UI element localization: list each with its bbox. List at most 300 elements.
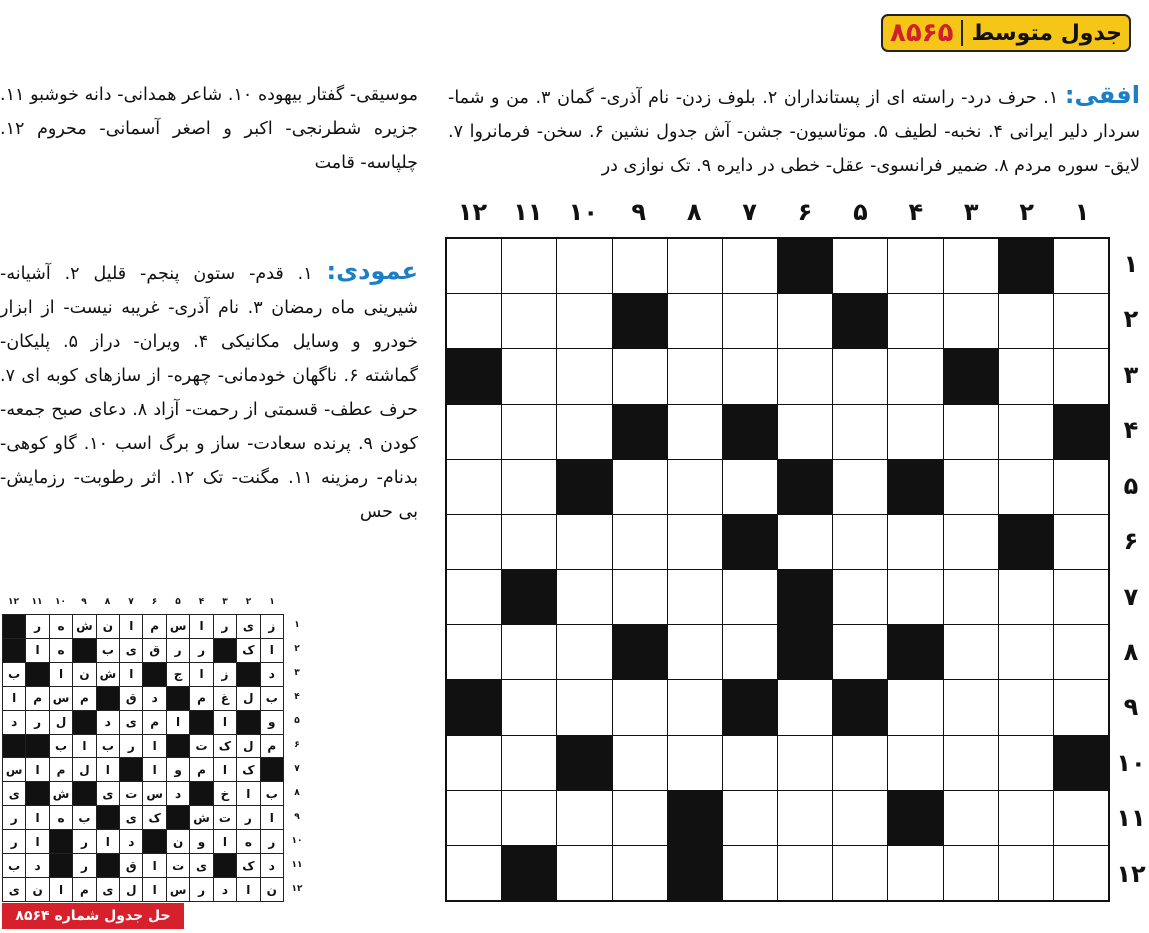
grid-cell[interactable]: [723, 736, 777, 790]
grid-cell[interactable]: [613, 460, 667, 514]
grid-cell[interactable]: [888, 349, 942, 403]
grid-cell[interactable]: [778, 515, 832, 569]
solution-letter: ا: [261, 639, 283, 662]
solution-letter: ا: [26, 758, 48, 781]
grid-cell[interactable]: [1054, 515, 1108, 569]
solution-black-cell: [214, 854, 236, 877]
grid-cell[interactable]: [447, 460, 501, 514]
black-cell: [778, 570, 832, 624]
solution-black-cell: [50, 854, 72, 877]
grid-cell[interactable]: [944, 736, 998, 790]
grid-cell[interactable]: [1054, 570, 1108, 624]
grid-cell[interactable]: [613, 239, 667, 293]
solution-letter: ن: [73, 663, 95, 686]
grid-cell[interactable]: [944, 846, 998, 900]
black-cell: [944, 349, 998, 403]
grid-cell[interactable]: [888, 515, 942, 569]
solution-letter: ت: [214, 806, 236, 829]
solution-letter: م: [190, 758, 212, 781]
grid-cell[interactable]: [944, 460, 998, 514]
vertical-clues-text: ۱. قدم- ستون پنجم- قلیل ۲. آشیانه- شیرینی ماه رمضان ۳. نام آذری- غریبه نیست- از ابزار خودرو و وسایل مکانیکی ۴. ویران- دراز ۵. پلیکان- گماشته ۶. ناگهان خودمانی- چهره- از سازهای کوبه ای ۷. حرف عطف- قسمتی از رحمت- آزاد ۸. دعای صبح جمعه- کودن ۹. پرنده سعادت- ساز و برگ اسب ۱۰. گاو کوهی- بدنام- رمزینه ۱۱. مگنت- تک ۱۲. اثر رطوبت- رزمایش- بی حس: [0, 264, 418, 522]
solution-black-cell: [3, 639, 25, 662]
solution-letter: ی: [3, 782, 25, 805]
grid-cell[interactable]: [613, 791, 667, 845]
grid-cell[interactable]: [888, 239, 942, 293]
black-cell: [888, 460, 942, 514]
solution-letter: م: [143, 615, 165, 638]
solution-black-cell: [26, 735, 48, 758]
grid-cell[interactable]: [888, 405, 942, 459]
grid-cell[interactable]: [723, 294, 777, 348]
grid-cell[interactable]: [999, 736, 1053, 790]
solution-black-cell: [167, 735, 189, 758]
column-number: ۶: [797, 198, 813, 226]
solution-letter: ر: [190, 878, 212, 901]
solution-letter: ر: [73, 854, 95, 877]
row-number: ۲: [1123, 305, 1139, 334]
black-cell: [502, 570, 556, 624]
grid-cell[interactable]: [833, 239, 887, 293]
black-cell: [447, 680, 501, 734]
grid-cell[interactable]: [999, 294, 1053, 348]
grid-cell[interactable]: [944, 570, 998, 624]
solution-row-number: ۱۱: [291, 860, 303, 870]
grid-cell[interactable]: [668, 570, 722, 624]
solution-letter: ا: [26, 830, 48, 853]
solution-column-number: ۸: [104, 597, 111, 607]
grid-cell[interactable]: [502, 791, 556, 845]
solution-letter: ا: [3, 687, 25, 710]
solution-letter: ا: [214, 758, 236, 781]
grid-cell[interactable]: [833, 736, 887, 790]
grid-cell[interactable]: [778, 294, 832, 348]
solution-black-cell: [167, 687, 189, 710]
grid-cell[interactable]: [833, 460, 887, 514]
grid-cell[interactable]: [888, 736, 942, 790]
solution-letter: س: [167, 878, 189, 901]
grid-cell[interactable]: [944, 791, 998, 845]
grid-cell[interactable]: [944, 239, 998, 293]
solution-letter: ا: [26, 639, 48, 662]
solution-column-number: ۱۰: [55, 597, 66, 607]
black-cell: [723, 405, 777, 459]
black-cell: [999, 239, 1053, 293]
solution-letter: ق: [143, 639, 165, 662]
grid-cell[interactable]: [1054, 846, 1108, 900]
solution-letter: د: [261, 854, 283, 877]
grid-cell[interactable]: [557, 625, 611, 679]
grid-cell[interactable]: [502, 349, 556, 403]
grid-cell[interactable]: [447, 405, 501, 459]
solution-black-cell: [261, 758, 283, 781]
solution-letter: ی: [3, 878, 25, 901]
solution-letter: ز: [214, 663, 236, 686]
grid-cell[interactable]: [557, 515, 611, 569]
column-number: ۴: [908, 198, 924, 226]
black-cell: [723, 680, 777, 734]
grid-cell[interactable]: [668, 460, 722, 514]
solution-black-cell: [73, 639, 95, 662]
solution-letter: ز: [261, 615, 283, 638]
solution-letter: ل: [73, 758, 95, 781]
grid-cell[interactable]: [1054, 294, 1108, 348]
black-cell: [833, 294, 887, 348]
grid-cell[interactable]: [557, 791, 611, 845]
column-number: ۱۰: [568, 198, 598, 226]
solution-letter: م: [143, 711, 165, 734]
solution-letter: ا: [50, 878, 72, 901]
row-number: ۳: [1123, 360, 1139, 389]
solution-row-number: ۴: [294, 692, 300, 702]
solution-letter: م: [26, 687, 48, 710]
solution-letter: ل: [120, 878, 142, 901]
grid-cell[interactable]: [447, 570, 501, 624]
solution-letter: ن: [167, 830, 189, 853]
grid-cell[interactable]: [999, 625, 1053, 679]
grid-cell[interactable]: [888, 846, 942, 900]
row-number: ۷: [1123, 582, 1139, 611]
grid-cell[interactable]: [833, 515, 887, 569]
solution-black-cell: [190, 711, 212, 734]
solution-black-cell: [26, 663, 48, 686]
grid-cell[interactable]: [447, 294, 501, 348]
grid-cell[interactable]: [778, 791, 832, 845]
grid-cell[interactable]: [447, 515, 501, 569]
black-cell: [613, 405, 667, 459]
solution-letter: ر: [214, 615, 236, 638]
column-number: ۳: [963, 198, 979, 226]
solution-letter: ن: [26, 878, 48, 901]
solution-letter: د: [214, 878, 236, 901]
horizontal-clues-text-continued: موسیقی- گفتار بیهوده ۱۰. شاعر همدانی- دانه خوشبو ۱۱. جزیره شطرنجی- اکبر و اصغر آسمانی- محروم ۱۲. چلپاسه- قامت: [0, 85, 418, 173]
black-cell: [1054, 736, 1108, 790]
column-number: ۲: [1019, 198, 1034, 226]
grid-cell[interactable]: [502, 239, 556, 293]
grid-cell[interactable]: [557, 294, 611, 348]
vertical-clues: [0, 254, 418, 529]
solution-black-cell: [97, 806, 119, 829]
solution-black-cell: [3, 615, 25, 638]
solution-letter: س: [3, 758, 25, 781]
puzzle-title-badge: [881, 14, 1131, 52]
column-number: ۸: [686, 198, 702, 226]
solution-column-number: ۹: [81, 597, 87, 607]
row-number: ۹: [1123, 693, 1139, 722]
solution-letter: ج: [167, 663, 189, 686]
solution-letter: ش: [50, 782, 72, 805]
grid-cell[interactable]: [668, 625, 722, 679]
grid-cell[interactable]: [557, 405, 611, 459]
solution-letter: ک: [237, 758, 259, 781]
grid-cell[interactable]: [502, 736, 556, 790]
grid-cell[interactable]: [502, 460, 556, 514]
black-cell: [1054, 405, 1108, 459]
grid-cell[interactable]: [833, 846, 887, 900]
solution-letter: س: [50, 687, 72, 710]
horizontal-clues-continued: [0, 78, 418, 180]
solution-letter: ر: [261, 830, 283, 853]
solution-letter: ق: [120, 687, 142, 710]
grid-cell[interactable]: [833, 791, 887, 845]
column-number: ۹: [631, 198, 647, 226]
grid-cell[interactable]: [502, 625, 556, 679]
grid-cell[interactable]: [1054, 791, 1108, 845]
grid-cell[interactable]: [999, 460, 1053, 514]
black-cell: [833, 680, 887, 734]
solution-letter: م: [50, 758, 72, 781]
solution-column-number: ۲: [245, 597, 252, 607]
grid-cell[interactable]: [999, 405, 1053, 459]
solution-letter: د: [3, 711, 25, 734]
solution-black-cell: [143, 663, 165, 686]
row-number: ۱۱: [1116, 804, 1146, 833]
grid-cell[interactable]: [999, 846, 1053, 900]
solution-row-number: ۶: [294, 740, 300, 750]
solution-row-number: ۱۲: [291, 884, 303, 894]
solution-letter: خ: [214, 782, 236, 805]
solution-letter: ی: [237, 615, 259, 638]
grid-cell[interactable]: [1054, 680, 1108, 734]
black-cell: [888, 791, 942, 845]
solution-letter: ت: [167, 854, 189, 877]
solution-letter: ش: [97, 663, 119, 686]
row-number: ۵: [1123, 471, 1139, 500]
grid-cell[interactable]: [668, 515, 722, 569]
solution-letter: ب: [3, 854, 25, 877]
grid-cell[interactable]: [668, 736, 722, 790]
grid-cell[interactable]: [944, 515, 998, 569]
grid-cell[interactable]: [668, 405, 722, 459]
solution-row-number: ۲: [294, 644, 300, 654]
solution-letter: د: [167, 782, 189, 805]
solution-column-number: ۵: [175, 597, 181, 607]
solution-letter: و: [167, 758, 189, 781]
horizontal-heading: افقی:: [1064, 81, 1140, 109]
black-cell: [778, 625, 832, 679]
grid-cell[interactable]: [723, 349, 777, 403]
column-number: ۱۲: [457, 198, 488, 226]
title-divider: [961, 20, 963, 46]
black-cell: [888, 625, 942, 679]
solution-letter: د: [143, 687, 165, 710]
grid-cell[interactable]: [999, 791, 1053, 845]
black-cell: [723, 515, 777, 569]
solution-letter: ه: [50, 639, 72, 662]
grid-cell[interactable]: [999, 349, 1053, 403]
grid-cell[interactable]: [557, 239, 611, 293]
grid-cell[interactable]: [502, 515, 556, 569]
grid-cell[interactable]: [613, 515, 667, 569]
grid-cell[interactable]: [888, 680, 942, 734]
solution-black-cell: [237, 711, 259, 734]
grid-cell[interactable]: [613, 680, 667, 734]
solution-letter: ت: [120, 782, 142, 805]
solution-letter: ا: [237, 878, 259, 901]
solution-letter: م: [73, 878, 95, 901]
solution-letter: ل: [237, 687, 259, 710]
solution-black-cell: [26, 782, 48, 805]
solution-letter: م: [190, 687, 212, 710]
grid-cell[interactable]: [668, 349, 722, 403]
solution-column-number: ۱۱: [31, 597, 43, 607]
grid-cell[interactable]: [447, 736, 501, 790]
grid-cell[interactable]: [613, 846, 667, 900]
grid-cell[interactable]: [778, 349, 832, 403]
grid-cell[interactable]: [833, 349, 887, 403]
solution-black-cell: [97, 687, 119, 710]
grid-cell[interactable]: [944, 405, 998, 459]
grid-cell[interactable]: [833, 570, 887, 624]
grid-cell[interactable]: [557, 846, 611, 900]
solution-letter: ی: [97, 878, 119, 901]
grid-cell[interactable]: [723, 460, 777, 514]
solution-letter: ا: [214, 711, 236, 734]
grid-cell[interactable]: [833, 625, 887, 679]
solution-row-number: ۷: [294, 764, 300, 774]
solution-letter: ب: [97, 639, 119, 662]
solution-grid: [2, 614, 284, 902]
black-cell: [778, 239, 832, 293]
solution-letter: ا: [167, 711, 189, 734]
grid-cell[interactable]: [723, 846, 777, 900]
row-number: ۱: [1123, 250, 1139, 278]
solution-letter: ا: [120, 663, 142, 686]
grid-cell[interactable]: [723, 625, 777, 679]
grid-cell[interactable]: [1054, 349, 1108, 403]
vertical-heading: عمودی:: [326, 257, 418, 285]
solution-letter: ر: [190, 639, 212, 662]
solution-letter: ک: [237, 639, 259, 662]
solution-letter: د: [261, 663, 283, 686]
grid-cell[interactable]: [613, 570, 667, 624]
solution-letter: ی: [190, 854, 212, 877]
grid-cell[interactable]: [723, 791, 777, 845]
solution-letter: ا: [26, 806, 48, 829]
solution-letter: ر: [73, 830, 95, 853]
black-cell: [613, 625, 667, 679]
solution-row-number: ۵: [294, 716, 300, 726]
solution-letter: ر: [120, 735, 142, 758]
grid-cell[interactable]: [557, 349, 611, 403]
solution-letter: ی: [120, 806, 142, 829]
solution-letter: ن: [261, 878, 283, 901]
solution-letter: ه: [50, 615, 72, 638]
solution-black-cell: [143, 830, 165, 853]
row-number: ۱۰: [1116, 748, 1146, 777]
solution-letter: ک: [214, 735, 236, 758]
solution-letter: ن: [97, 615, 119, 638]
grid-cell[interactable]: [1054, 460, 1108, 514]
grid-cell[interactable]: [723, 570, 777, 624]
grid-cell[interactable]: [888, 294, 942, 348]
column-number: ۱: [1074, 198, 1090, 226]
column-number: ۵: [853, 198, 868, 226]
grid-cell[interactable]: [778, 846, 832, 900]
grid-cell[interactable]: [447, 791, 501, 845]
solution-letter: ر: [26, 711, 48, 734]
solution-letter: م: [73, 687, 95, 710]
grid-cell[interactable]: [944, 294, 998, 348]
black-cell: [668, 791, 722, 845]
grid-cell[interactable]: [557, 570, 611, 624]
solution-column-number: ۷: [128, 597, 134, 607]
solution-letter: ا: [50, 663, 72, 686]
solution-black-cell: [214, 639, 236, 662]
solution-row-number: ۱۰: [291, 836, 303, 846]
grid-cell[interactable]: [613, 349, 667, 403]
grid-cell[interactable]: [944, 680, 998, 734]
grid-cell[interactable]: [1054, 239, 1108, 293]
grid-cell[interactable]: [999, 570, 1053, 624]
solution-letter: ا: [214, 830, 236, 853]
solution-letter: ب: [261, 687, 283, 710]
black-cell: [557, 460, 611, 514]
solution-letter: ه: [50, 806, 72, 829]
solution-column-number: ۶: [151, 597, 158, 607]
solution-letter: ی: [120, 639, 142, 662]
solution-black-cell: [3, 735, 25, 758]
row-number: ۴: [1123, 416, 1139, 445]
solution-letter: د: [97, 711, 119, 734]
grid-cell[interactable]: [668, 294, 722, 348]
solution-letter: د: [26, 854, 48, 877]
puzzle-number: ۸۵۶۵: [889, 18, 954, 48]
solution-row-number: ۸: [294, 788, 300, 798]
solution-letter: ا: [97, 758, 119, 781]
solution-letter: ب: [73, 806, 95, 829]
solution-letter: ب: [3, 663, 25, 686]
grid-cell[interactable]: [778, 680, 832, 734]
grid-cell[interactable]: [447, 846, 501, 900]
grid-cell[interactable]: [888, 570, 942, 624]
solution-black-cell: [50, 830, 72, 853]
grid-cell[interactable]: [447, 625, 501, 679]
grid-cell[interactable]: [613, 736, 667, 790]
solution-letter: ش: [190, 806, 212, 829]
solution-letter: ا: [143, 735, 165, 758]
grid-cell[interactable]: [944, 625, 998, 679]
grid-cell[interactable]: [833, 405, 887, 459]
grid-cell[interactable]: [999, 680, 1053, 734]
solution-label: حل جدول شماره ۸۵۶۴: [2, 903, 184, 929]
solution-black-cell: [190, 782, 212, 805]
grid-cell[interactable]: [668, 239, 722, 293]
solution-letter: ه: [237, 830, 259, 853]
solution-letter: ا: [120, 615, 142, 638]
grid-cell[interactable]: [502, 294, 556, 348]
solution-letter: د: [120, 830, 142, 853]
grid-cell[interactable]: [557, 680, 611, 734]
horizontal-clues-text: ۱. حرف درد- راسته ای از پستانداران ۲. بلوف زدن- نام آذری- گمان ۳. من و شما- سردار دلیر ایرانی ۴. نخبه- لطیف ۵. موتاسیون- جشن- آش جدول نشین ۶. سخن- فرمانروا ۷. لایق- سوره مردم ۸. ضمیر فرانسوی- عقل- خطی در دایره ۹. تک نوازی در: [448, 88, 1140, 176]
solution-black-cell: [97, 854, 119, 877]
grid-cell[interactable]: [502, 680, 556, 734]
grid-cell[interactable]: [723, 239, 777, 293]
grid-cell[interactable]: [778, 736, 832, 790]
grid-cell[interactable]: [1054, 625, 1108, 679]
solution-letter: س: [167, 615, 189, 638]
solution-letter: س: [143, 782, 165, 805]
grid-cell[interactable]: [668, 680, 722, 734]
row-number: ۸: [1123, 637, 1139, 666]
grid-cell[interactable]: [778, 405, 832, 459]
grid-cell[interactable]: [447, 239, 501, 293]
solution-column-number: ۱: [269, 597, 275, 607]
solution-row-number: ۱: [294, 620, 300, 630]
solution-letter: ل: [50, 711, 72, 734]
solution-letter: ا: [73, 735, 95, 758]
solution-column-number: ۱۲: [8, 597, 19, 607]
grid-cell[interactable]: [502, 405, 556, 459]
